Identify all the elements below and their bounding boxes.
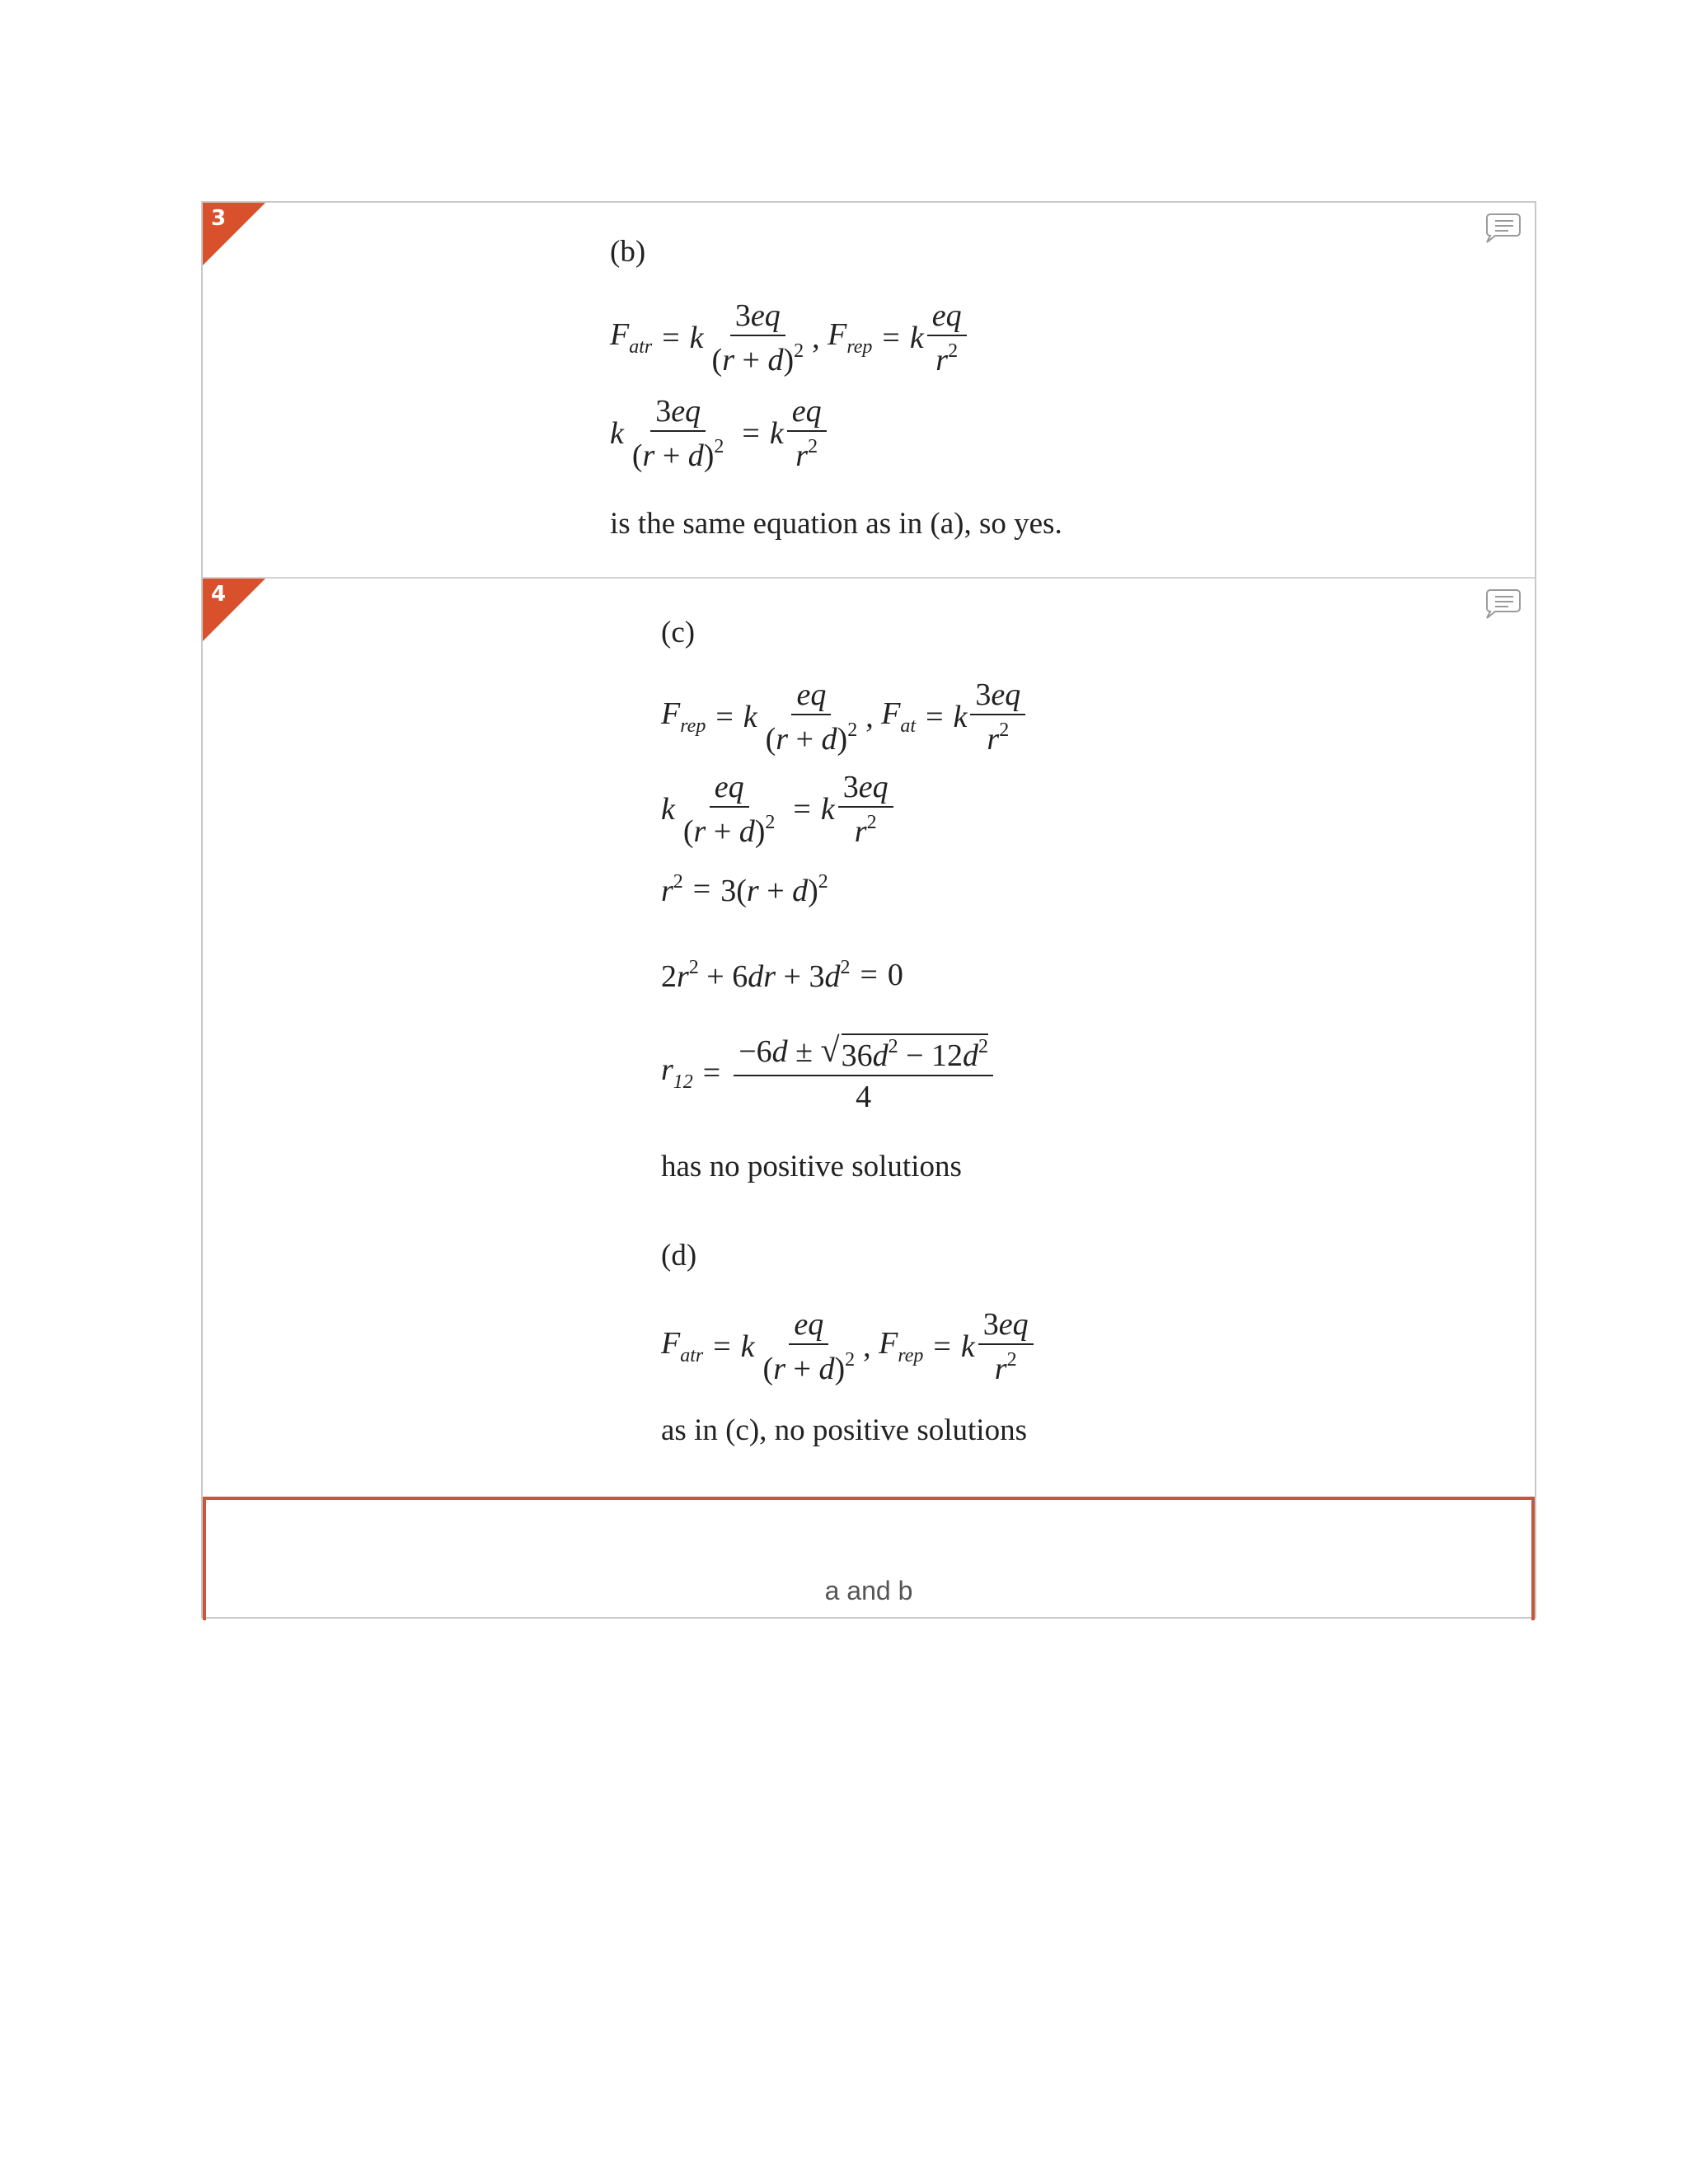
solution-frame — [201, 201, 1536, 1619]
part-label: (b) — [610, 235, 646, 269]
equilibrium-equation-b: k $\frac{3eq}{(r + d)^2}$ = k $\frac{eq}{r^2}$ — [610, 396, 830, 471]
part-label: (c) — [661, 616, 696, 649]
step-3 — [203, 203, 1535, 579]
final-answer-box — [203, 1497, 1535, 1620]
equilibrium-equation-c: k $\frac{eq}{(r + d)^2}$ = k $\frac{3eq}{r^2}$ — [661, 771, 897, 847]
final-answer-text: a and b — [824, 1576, 913, 1605]
force-definitions-c: $F_{rep}$ = k $\frac{eq}{(r + d)^2}$ , $F_{at}$ = k $\frac{3eq}{r^2}$ — [661, 679, 1029, 755]
comment-icon[interactable] — [1484, 587, 1522, 620]
squared-equation: $r^2$ = $3(r + d)^2$ — [661, 871, 828, 908]
part-label: (d) — [661, 1239, 697, 1272]
step-4 — [203, 579, 1535, 1498]
conclusion-d: as in (c), no positive solutions — [661, 1413, 1027, 1447]
conclusion-c: has no positive solutions — [661, 1150, 962, 1183]
quadratic-equation: $2r^2 + 6dr + 3d^2$ = 0 — [661, 957, 903, 994]
force-definitions-b: $F_{atr}$ = k $\frac{3eq}{(r + d)^2}$ , $F_{rep}$ = k $\frac{eq}{r^2}$ — [610, 300, 970, 376]
quadratic-solution: $r_{12}$ = −6d ± √ $36d^2 - 12d^2$ 4 — [661, 1033, 996, 1113]
comment-icon[interactable] — [1484, 211, 1522, 244]
conclusion-b: is the same equation as in (a), so yes. — [610, 507, 1062, 541]
force-definitions-d: $F_{atr}$ = k $\frac{eq}{(r + d)^2}$ , $F_{rep}$ = k $\frac{3eq}{r^2}$ — [661, 1309, 1037, 1385]
step-number: 4 — [211, 582, 227, 607]
step-number: 3 — [211, 206, 227, 231]
